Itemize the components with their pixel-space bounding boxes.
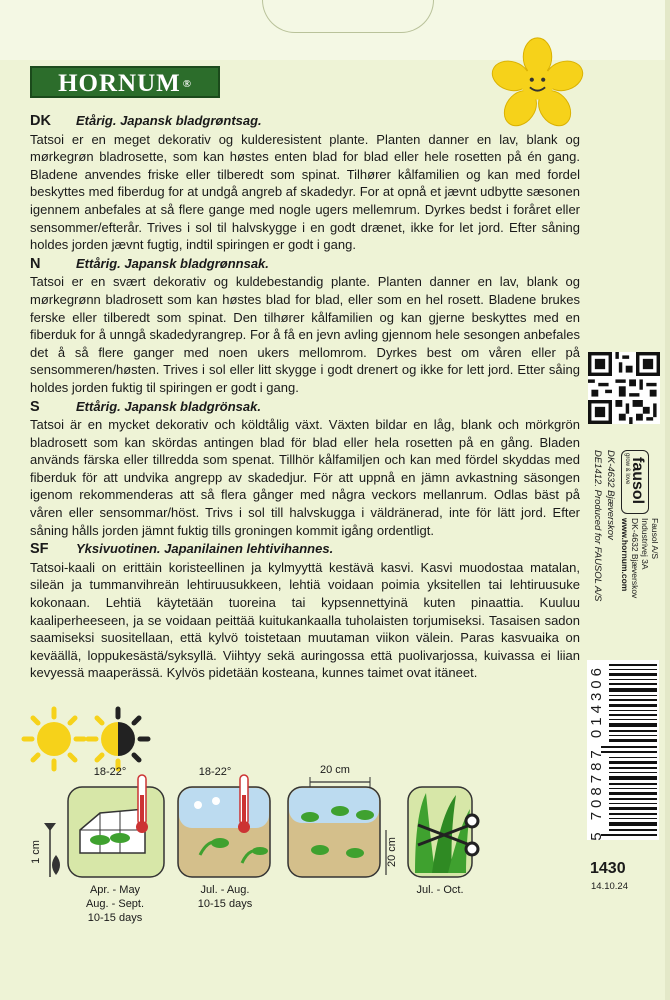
harvest-period: Jul. - Oct. [416, 884, 464, 896]
indoor-sowing-panel [44, 775, 164, 877]
lang-code: N [30, 255, 41, 272]
lang-code: SF [30, 541, 49, 558]
temperature-label-1: 18-22° [93, 766, 127, 778]
sowing-period-outdoor: Jul. - Aug. 10-15 days [197, 884, 253, 910]
pack-edge [665, 0, 670, 1000]
harvest-panel [408, 787, 478, 877]
product-number: 1430 [590, 860, 626, 877]
lang-subtitle: Etårig. Japansk bladgrøntsag. [76, 113, 262, 128]
lang-section-dk [30, 112, 580, 254]
lang-section-n [30, 255, 580, 397]
company-address: Fausol A/S Industrivej 3A DK-4632 Bjæverskov www.hornum.com [620, 518, 660, 599]
sowing-period-indoor: Apr. - May Aug. - Sept. 10-15 days [85, 884, 145, 924]
lang-section-s [30, 398, 580, 540]
growing-instructions-icons [20, 705, 480, 935]
brand-name: HORNUM [58, 70, 181, 97]
lang-section-sf [30, 540, 580, 682]
print-date: 14.10.24 [591, 881, 628, 892]
half-shade-icon [88, 709, 148, 769]
lot-address: DK-4632 Bjæverskov [605, 450, 616, 540]
lang-subtitle: Ettårig. Japansk bladgrønnsak. [76, 255, 269, 271]
lang-subtitle: Ettårig. Japansk bladgrönsak. [76, 398, 261, 414]
lang-code: S [30, 398, 40, 415]
fausol-logo [621, 450, 649, 514]
fausol-tagline: grow & love [624, 453, 630, 485]
lang-text: Tatsoi-kaali on erittäin koristeellinen ja kylmyyttä kestävä kasvi. Kasvi muodostaa matalan, sileän ja tummanvihreän lehtiruusukkeen, lehtiä voidaan poimia yksitellen tai lehtiruusuke kokonaan. Lehtiä käytetään tuoreina tai kypsennettyinä kuten pinaattia. Kuuluu kaaliperheeseen, ja se voidaan peittää kuitukankaalla tuholaisten torjumiseksi. Tasaisen sadon saamiseksi suositellaan, että kylvö toistetaan muutaman viikon välein. Paras kasvuaika on keväällä, loppukesästä/syksyllä. Viihtyy sekä auringossa että puolivarjossa, kuivassa ei liian kevyessä maaperässä. Kylvös pidetään kosteana, kunnes taimet ovat itäneet. [30, 559, 580, 681]
qr-code-icon [588, 352, 660, 424]
lang-code: DK [30, 113, 51, 129]
plant-spacing-panel [288, 777, 386, 877]
lang-subtitle: Yksivuotinen. Japanilainen lehtivihannes. [76, 541, 334, 557]
fausol-wordmark: fausol [629, 457, 646, 505]
right-info-column [585, 340, 665, 1000]
spacing-horizontal-label: 20 cm [320, 764, 350, 776]
full-sun-icon [24, 709, 84, 769]
lang-text: Tatsoi er en svært dekorativ og kuldebestandig plante. Planten danner en lav, blank og mørkegrønn bladrosett som kan høstes blad for blad, eller som en hel rosett. Bladene brukes ferske eller tilberedt som spinat. Den tilhører kålfamilien og kan gjerne beskyttes med en fiberduk for å unngå skadedyrangrep. For å få en jevn avling gjennom hele sesongen anbefales det å så flere ganger med noen ukers mellomrom. Dyrkes best om våren eller på sensommeren/høsten. Trives i sol eller litt skygge i godt drenert og ikke for lett jord. Etter såing holdes jorden fuktig til spiringen er godt i gang. [30, 274, 580, 395]
ean-barcode [587, 660, 659, 840]
lot-text: DE1412. Produced for FAUSOL A/S [592, 450, 603, 602]
registered-mark: ® [182, 78, 192, 90]
temperature-label-2: 18-22° [198, 766, 232, 778]
lang-text: Tatsoi är en mycket dekorativ och köldtålig växt. Växten bildar en låg, blank och mörkgrön bladrosett som kan skördas antingen blad för blad eller hela rosetten på en gång. Bladen används färska eller tillredda som spenat. Tillhör kålfamiljen och kan med fördel skyddas med fiberduk för att undvika angrepp av skadedjur. För att uppnå en jämn avkastning säsongen igenom rekommenderas att så flera gånger med några veckors mellanrum. Odlas bäst på våren eller sensommar/höst. Trivs i sol till halvskugga i väldränerad, inte för lätt jord. Efter såning hålls jorden jämnt fuktig tills groningen kommit igång ordentligt. [30, 417, 580, 538]
spacing-vertical-label: 20 cm [386, 837, 398, 867]
barcode-digits: 5 708787 014306 [588, 664, 605, 841]
lang-text: Tatsoi er en meget dekorativ og kulderesistent plante. Planten danner en lav, blank og mørkegrøn bladrosette, som kan høstes enten blad for blad eller hele rosetten på én gang. Bladene anvendes friske eller tilberedt som spinat. Tilhører kålfamilien og kan med fordel beskyttes med fiberdug for at undgå angreb af skadedyr. For at opnå et jævnt udbytte sæsonen igennem anbefales at så flere gange med nogle ugers mellemrum. Dyrkes bedst i foråret eller sensommer/efterår. Trives i sol til halvskygge i en godt drænet, ikke for let jord. Efter såning holdes jorden jævnt fugtig, indtil spiringen er godt i gang. [30, 131, 580, 253]
outdoor-sowing-panel [178, 775, 270, 877]
sowing-depth-label: 1 cm [30, 840, 42, 864]
hornum-logo [30, 66, 220, 98]
description-text-block [30, 112, 580, 683]
hang-hole-outline [262, 0, 434, 33]
